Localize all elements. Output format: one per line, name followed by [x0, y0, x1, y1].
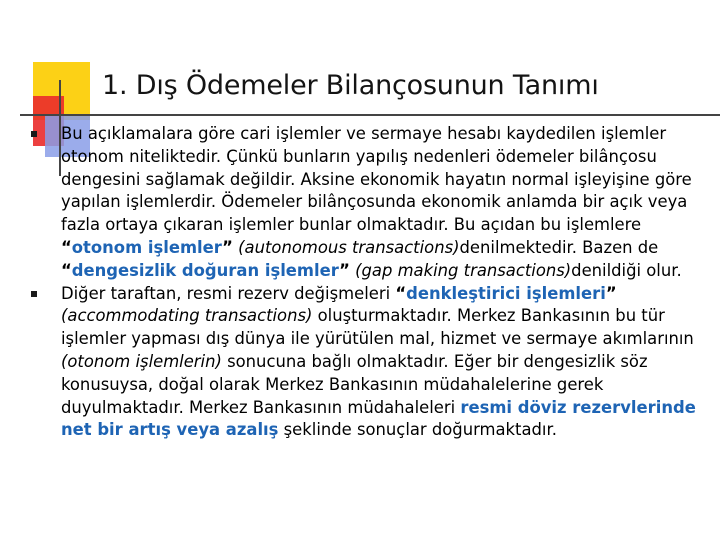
bullet2-text-3: sonucuna bağlı olmaktadır. Eğer bir dengesizlik söz konusuysa, doğal olarak Merkez Bankasının müdahalelerine gerek duyulmaktadır. Merkez Bankasının müdahaleleri [61, 351, 648, 417]
term-autonomous-transactions: (autonomous transactions) [232, 237, 460, 257]
close-quote: ” [339, 260, 350, 280]
open-quote: “ [61, 237, 72, 257]
slide-body [31, 123, 699, 442]
bullet-paragraph-1 [31, 123, 699, 283]
bullet-paragraph-2 [31, 283, 699, 443]
term-accommodating-transactions: (accommodating transactions) [61, 306, 313, 326]
slide-title: 1. Dış Ödemeler Bilançosunun Tanımı [102, 70, 599, 102]
open-quote: “ [61, 260, 72, 280]
keyword-denklestirici-islemleri: denkleştirici işlemleri [406, 283, 606, 303]
close-quote: ” [222, 237, 233, 257]
bullet1-text-2: denilmektedir. Bazen de [459, 237, 659, 257]
close-quote: ” [605, 283, 617, 303]
bullet2-text-4: şeklinde sonuçlar doğurmaktadır. [278, 420, 557, 440]
term-otonom-islemlerin: (otonom işlemlerin) [61, 351, 222, 371]
bullet1-text-1: Bu açıklamalara göre cari işlemler ve sermaye hesabı kaydedilen işlemler otonom niteliktedir. Çünkü bunların yapılış nedenleri ödemeler bilânçosu dengesini sağlamak değildir. Aksine ekonomik hayatın normal işleyişine göre yapılan işlemlerdir. Ödemeler bilânçosunda ekonomik anlamda bir açık veya fazla ortaya çıkaran işlemler bunlar olmaktadır. Bu açıdan bu işlemlere [61, 124, 692, 235]
square-bullet-icon [31, 131, 37, 137]
decorative-horizontal-line [20, 114, 720, 116]
term-gap-making-transactions: (gap making transactions) [349, 260, 572, 280]
keyword-dengesizlik-doguran-islemler: dengesizlik doğuran işlemler [71, 260, 340, 280]
keyword-resmi-doviz-rezervleri: resmi döviz rezervlerinde net bir artış veya azalış [61, 397, 696, 440]
bullet1-text-3: denildiği olur. [571, 260, 682, 280]
open-quote: “ [395, 283, 407, 303]
bullet2-text-2: oluşturmaktadır. Merkez Bankasının bu tür işlemler yapması dış dünya ile yürütülen mal, hizmet ve sermaye akımlarının [61, 306, 694, 349]
bullet2-text-1: Diğer taraftan, resmi rezerv değişmeleri [61, 283, 396, 303]
keyword-otonom-islemler: otonom işlemler [71, 237, 223, 257]
square-bullet-icon [31, 291, 37, 297]
